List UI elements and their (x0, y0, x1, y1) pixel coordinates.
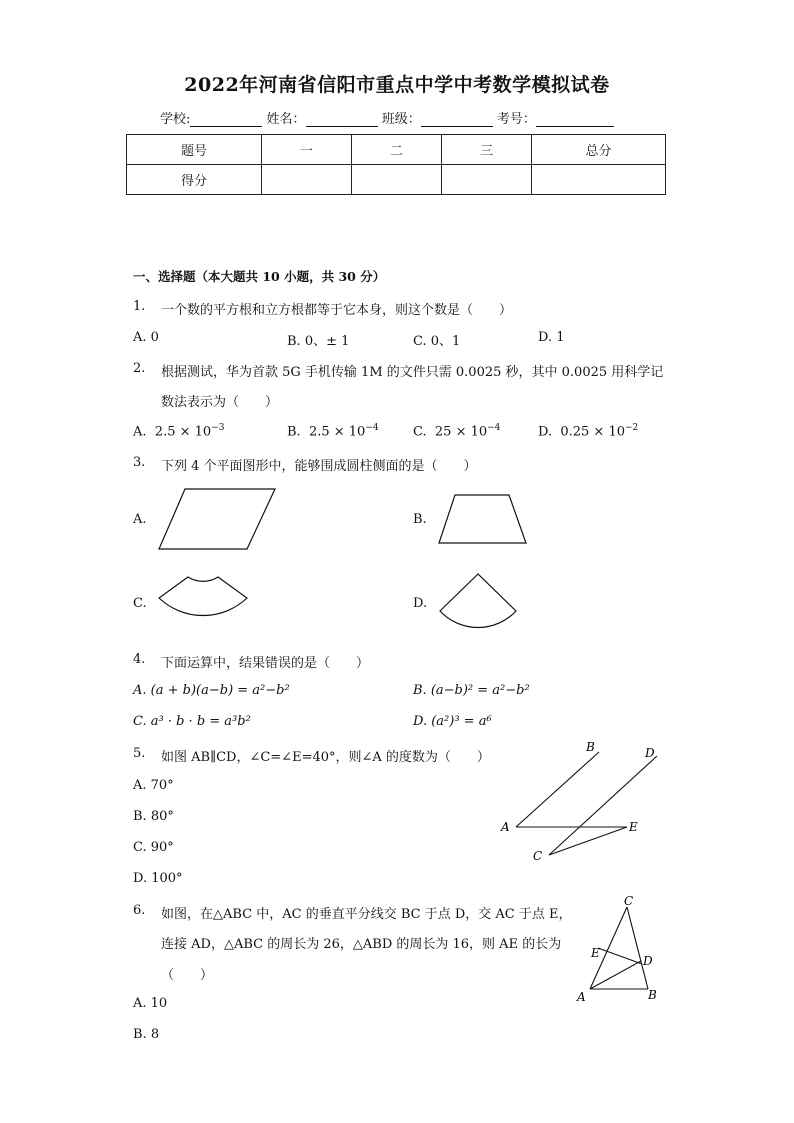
point-label-d: D (643, 954, 653, 968)
segment-ce (549, 827, 627, 855)
option-base: 25 × 10 (434, 424, 488, 440)
sector-figure (435, 570, 521, 636)
option-a[interactable]: A. 0 (133, 330, 159, 345)
question-number: 6. (133, 903, 146, 918)
option-d[interactable]: D. (a²)³ = a⁶ (413, 714, 492, 729)
question-text-cont: 连接 AD，△ABC 的周长为 26，△ABD 的周长为 16，则 AE 的长为 (161, 937, 562, 952)
option-a[interactable]: A. (a + b)(a−b) = a²−b² (133, 683, 290, 698)
question-text-cont: 数法表示为（ ） (161, 395, 279, 410)
question-number: 4. (133, 652, 146, 667)
question-number: 5. (133, 746, 146, 761)
option-exponent: −4 (365, 423, 379, 433)
header-cell: 三 (442, 135, 532, 165)
question-text: 下面运算中，结果错误的是（ ） (161, 656, 370, 671)
exam-no-blank[interactable] (536, 112, 614, 127)
segment-ad (590, 961, 641, 989)
option-b[interactable]: B. 8 (133, 1027, 160, 1042)
section-heading: 一、选择题（本大题共 10 小题，共 30 分） (133, 269, 386, 284)
score-table (126, 134, 666, 195)
point-label-b: B (648, 988, 657, 1002)
class-label: 班级： (381, 112, 421, 127)
score-cell[interactable] (352, 165, 442, 195)
point-label-e: E (629, 820, 638, 834)
school-blank[interactable] (190, 112, 262, 127)
trapezoid-figure (435, 490, 530, 548)
point-label-c: C (624, 894, 634, 908)
score-cell[interactable] (262, 165, 352, 195)
triangle-abc-figure (572, 893, 664, 1008)
parallelogram-figure (155, 485, 280, 555)
question-number: 1. (133, 299, 146, 314)
option-exponent: −2 (625, 423, 639, 433)
option-b[interactable]: B. 80° (133, 809, 174, 824)
option-d[interactable]: D. 100° (133, 871, 183, 886)
header-cell: 二 (352, 135, 442, 165)
option-base: 2.5 × 10 (308, 424, 366, 440)
row-label-cell: 得分 (127, 165, 262, 195)
option-a[interactable]: A. 10 (133, 996, 168, 1011)
question-text: 一个数的平方根和立方根都等于它本身，则这个数是（ ） (161, 303, 513, 318)
point-label-d: D (645, 746, 655, 760)
score-table-header-row (127, 135, 666, 165)
option-label: C. (413, 424, 427, 440)
question-text: 如图 AB∥CD，∠C=∠E=40°，则∠A 的度数为（ ） (161, 750, 490, 765)
question-text: 根据测试，华为首款 5G 手机传输 1M 的文件只需 0.0025 秒，其中 0.0025 用科学记 (161, 365, 664, 380)
segment-bc (627, 907, 648, 989)
option-label: A. (133, 424, 147, 440)
option-b[interactable]: B. (a−b)² = a²−b² (413, 683, 530, 698)
point-label-e: E (591, 946, 600, 960)
point-label-c: C (533, 849, 543, 863)
option-a[interactable]: A. 70° (133, 778, 174, 793)
segment-ab (516, 752, 599, 827)
option-c[interactable]: C. (133, 596, 147, 611)
student-info-line (160, 108, 614, 127)
option-exponent: −3 (211, 423, 225, 433)
option-b[interactable]: B. (413, 512, 427, 527)
option-b[interactable]: B. 0、± 1 (287, 334, 350, 349)
header-cell: 总分 (532, 135, 666, 165)
point-label-a: A (577, 990, 586, 1004)
score-cell[interactable] (532, 165, 666, 195)
option-c[interactable]: C. 0、1 (413, 334, 461, 349)
point-label-a: A (501, 820, 510, 834)
exam-no-label: 考号： (496, 112, 536, 127)
option-c[interactable]: C. 90° (133, 840, 174, 855)
parallel-lines-figure (495, 738, 665, 866)
name-blank[interactable] (306, 112, 378, 127)
option-a[interactable]: A. (133, 512, 147, 527)
option-d[interactable]: D. (413, 596, 428, 611)
question-text-cont: （ ） (161, 968, 214, 983)
option-label: D. (538, 424, 553, 440)
class-blank[interactable] (421, 112, 493, 127)
option-base: 2.5 × 10 (154, 424, 212, 440)
question-text: 下列 4 个平面图形中，能够围成圆柱侧面的是（ ） (161, 459, 477, 474)
annular-sector-figure (155, 570, 251, 632)
header-cell: 一 (262, 135, 352, 165)
option-c[interactable]: C. a³ · b · b = a³b² (133, 714, 251, 729)
question-number: 2. (133, 361, 146, 376)
option-a[interactable] (133, 423, 224, 439)
question-text: 如图，在△ABC 中，AC 的垂直平分线交 BC 于点 D，交 AC 于点 E， (161, 907, 572, 922)
option-exponent: −4 (487, 423, 501, 433)
option-label: B. (287, 424, 301, 440)
name-label: 姓名： (266, 112, 306, 127)
option-c[interactable] (413, 423, 500, 439)
option-base: 0.25 × 10 (560, 424, 626, 440)
segment-cd (549, 756, 657, 855)
option-b[interactable] (287, 423, 379, 439)
option-d[interactable] (538, 423, 638, 439)
option-d[interactable]: D. 1 (538, 330, 565, 345)
school-label: 学校: (160, 112, 191, 127)
question-number: 3. (133, 455, 146, 470)
page-title: 2022年河南省信阳市重点中学中考数学模拟试卷 (184, 74, 610, 96)
header-cell: 题号 (127, 135, 262, 165)
point-label-b: B (586, 740, 595, 754)
score-table-score-row (127, 165, 666, 195)
score-cell[interactable] (442, 165, 532, 195)
